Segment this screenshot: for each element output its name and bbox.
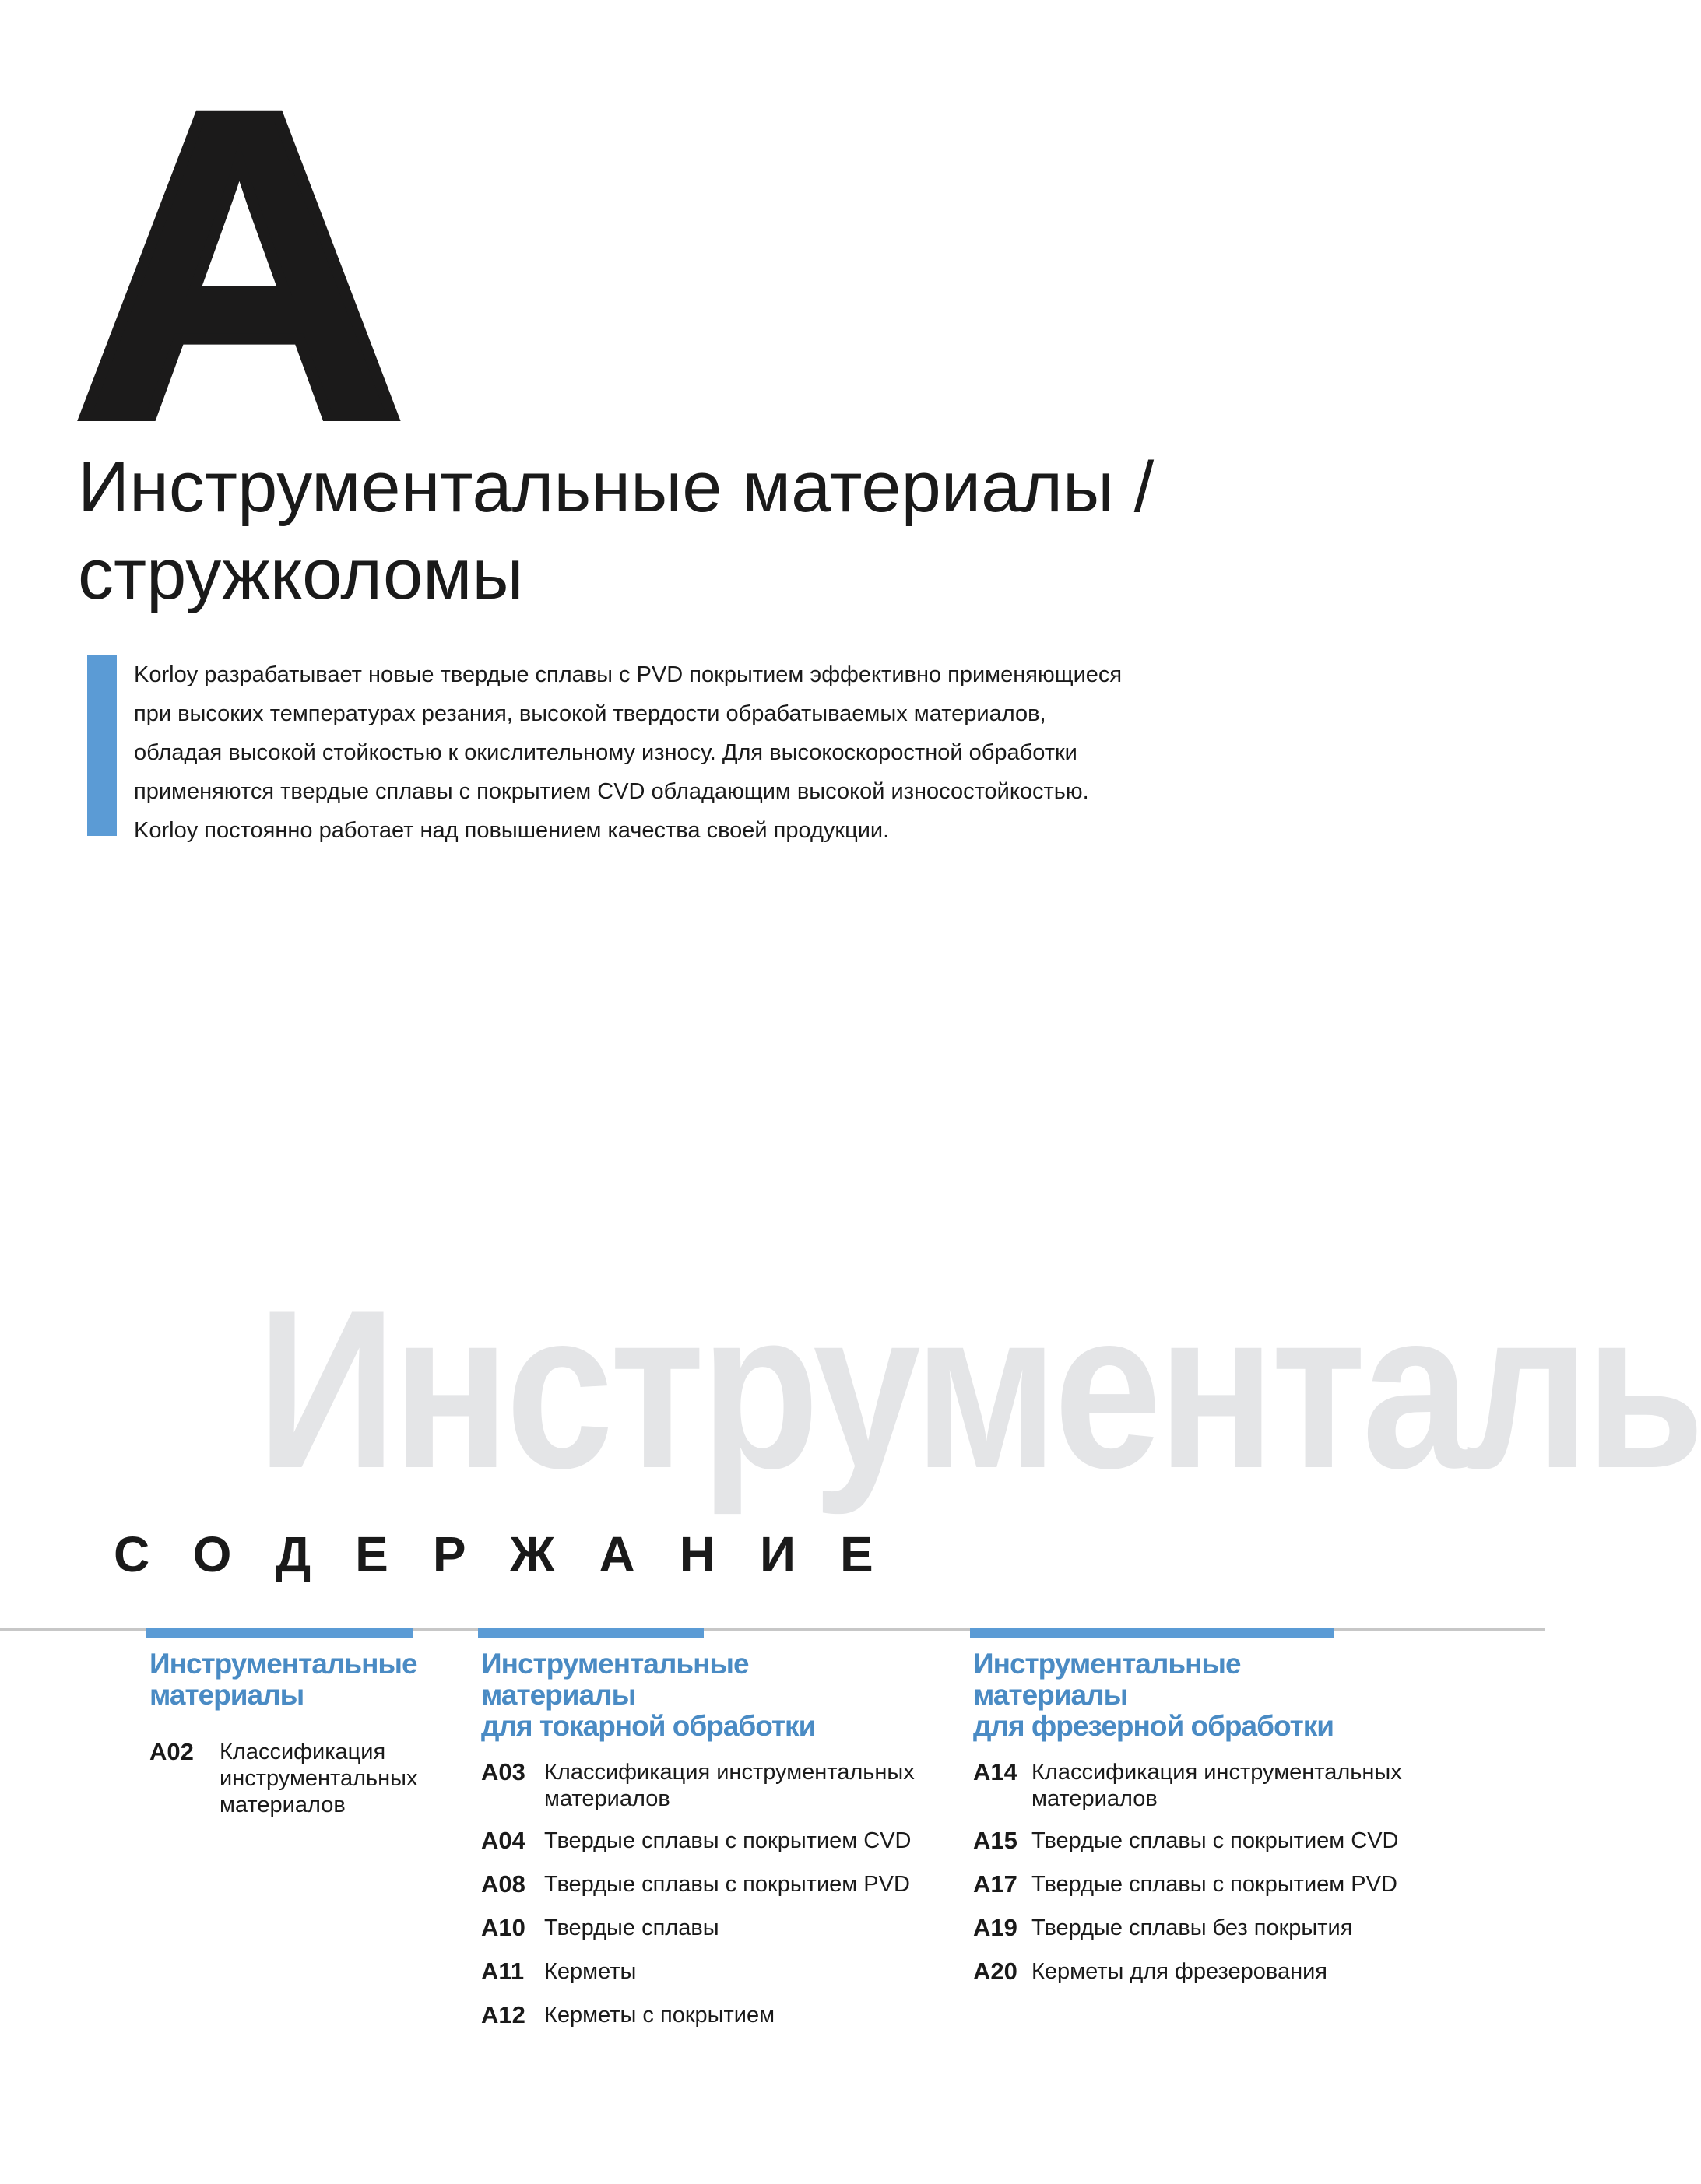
entry-label: Твердые сплавы с покрытием CVD: [544, 1828, 912, 1853]
background-watermark: Инструменталь: [257, 1263, 1701, 1515]
intro-line: применяются твердые сплавы с покрытием CVD обладающим высокой износостойкостью.: [134, 779, 1089, 804]
intro-line: при высоких температурах резания, высокой твердости обрабатываемых материалов,: [134, 701, 1046, 726]
entry-page-code: A12: [481, 2001, 525, 2028]
entry-line: материалов: [220, 1792, 346, 1817]
contents-entry[interactable]: [481, 1958, 976, 1985]
entry-page-code: A02: [149, 1738, 194, 1765]
entry-label: [1031, 1759, 1402, 1812]
contents-entry[interactable]: [481, 2002, 976, 2028]
entry-line: Классификация: [220, 1740, 386, 1764]
contents-entry[interactable]: [973, 1958, 1468, 1985]
title-line: стружколомы: [78, 535, 524, 614]
contents-entry[interactable]: [481, 1871, 976, 1898]
entry-label: [544, 1759, 915, 1812]
intro-line: Korloy постоянно работает над повышением качества своей продукции.: [134, 818, 890, 843]
column-title-line: материалы: [973, 1679, 1128, 1711]
intro-accent-bar: [87, 655, 117, 836]
entry-label: Твердые сплавы с покрытием PVD: [544, 1872, 910, 1897]
page-title: [78, 444, 1479, 618]
entry-line: материалов: [1031, 1786, 1158, 1811]
entry-line: Классификация инструментальных: [1031, 1760, 1402, 1785]
entry-page-code: A17: [973, 1870, 1017, 1898]
entry-line: материалов: [544, 1786, 670, 1811]
entry-page-code: A10: [481, 1914, 525, 1941]
section-letter: A: [74, 21, 405, 508]
entry-label: Керметы: [544, 1959, 637, 1984]
column-title: [973, 1649, 1456, 1742]
column-title-line: для фрезерной обработки: [973, 1710, 1334, 1742]
intro-line: Korloy разрабатывает новые твердые сплавы с PVD покрытием эффективно применяющиеся: [134, 662, 1123, 687]
entry-page-code: A14: [973, 1758, 1017, 1785]
contents-heading: СОДЕРЖАНИЕ: [114, 1526, 918, 1582]
intro-paragraph: [134, 655, 1169, 850]
column-title-line: Инструментальные: [973, 1648, 1241, 1680]
entry-line: Классификация инструментальных: [544, 1760, 915, 1785]
contents-column-milling: [970, 1628, 1402, 1985]
column-title-line: Инструментальные: [481, 1648, 749, 1680]
entry-line: инструментальных: [220, 1766, 418, 1791]
contents-entry[interactable]: [149, 1738, 418, 1818]
entry-page-code: A20: [973, 1958, 1017, 1985]
column-accent-bar: [146, 1628, 413, 1638]
intro-line: обладая высокой стойкостью к окислительному износу. Для высокоскоростной обработки: [134, 740, 1077, 765]
contents-entry[interactable]: [973, 1759, 1468, 1812]
column-accent-bar: [970, 1628, 1334, 1638]
entry-label: Керметы для фрезерования: [1031, 1959, 1328, 1984]
contents-entry[interactable]: [481, 1915, 976, 1941]
contents-entry[interactable]: [481, 1828, 976, 1854]
contents-entry[interactable]: [973, 1871, 1468, 1898]
contents-entry[interactable]: [973, 1915, 1468, 1941]
entry-page-code: A08: [481, 1870, 525, 1898]
entry-label: Керметы с покрытием: [544, 2003, 775, 2028]
entry-page-code: A11: [481, 1958, 525, 1985]
column-title-line: для токарной обработки: [481, 1710, 816, 1742]
column-title-line: Инструментальные: [149, 1648, 417, 1680]
entry-label: Твердые сплавы с покрытием CVD: [1031, 1828, 1399, 1853]
entry-label: [220, 1739, 418, 1818]
title-line: Инструментальные материалы /: [78, 448, 1155, 527]
column-accent-bar: [478, 1628, 704, 1638]
entry-page-code: A03: [481, 1758, 525, 1785]
contents-entry[interactable]: [481, 1759, 976, 1812]
entry-page-code: A15: [973, 1827, 1017, 1854]
column-title: [481, 1649, 917, 1742]
entry-label: Твердые сплавы без покрытия: [1031, 1915, 1353, 1940]
column-title-line: материалы: [149, 1679, 304, 1711]
contents-entry[interactable]: [973, 1828, 1468, 1854]
column-title-line: материалы: [481, 1679, 636, 1711]
entry-label: Твердые сплавы: [544, 1915, 719, 1940]
contents-column-general: [146, 1628, 418, 1818]
column-title: [149, 1648, 417, 1711]
contents-column-turning: [478, 1628, 915, 2028]
entry-page-code: A19: [973, 1914, 1017, 1941]
entry-label: Твердые сплавы с покрытием PVD: [1031, 1872, 1397, 1897]
entry-page-code: A04: [481, 1827, 525, 1854]
